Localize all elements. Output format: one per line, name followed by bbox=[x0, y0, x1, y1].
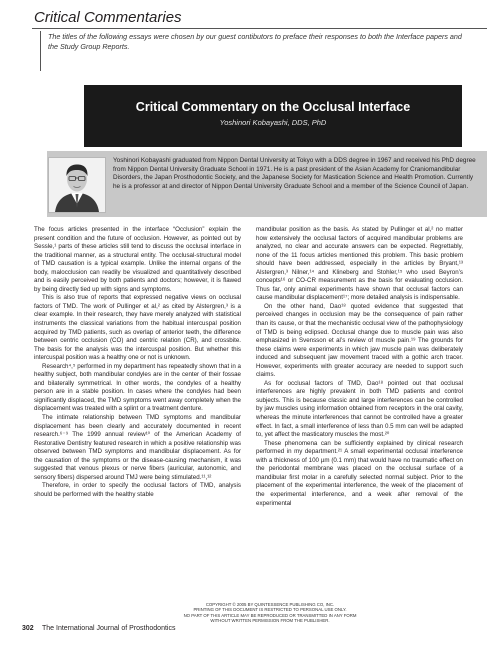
body-column-left bbox=[34, 226, 241, 500]
page-number: 302 bbox=[22, 625, 34, 632]
copyright-line: WITHOUT WRITTEN PERMISSION FROM THE PUBLISHER. bbox=[210, 617, 330, 623]
copyright-line: NO PART OF THIS ARTICLE MAY BE REPRODUCED OR TRANSMITTED IN ANY FORM bbox=[183, 612, 357, 618]
journal-name: The International Journal of Prosthodontics bbox=[42, 625, 176, 632]
article-title: Critical Commentary on the Occlusal Interface bbox=[135, 100, 411, 114]
copyright-notice bbox=[150, 602, 390, 623]
article-banner bbox=[84, 85, 462, 147]
paragraph: mandibular position as the basis. As stated by Pullinger et al,² no matter how extensively the occlusal factors of acquired mandibular problems are analyzed, no clear and accurate answers can be expected. Regrettably, none of the 11 focus articles mentioned this problem. This basic problem should have been addressed, especially in the articles by Bryant,¹³ Alstergren,³ Nilner,¹⁴ and Klineberg and Stohler,¹⁵ who used Beyron’s concepts¹⁶ or CO-CR measurement as the basis for evaluating occlusion. Thus far, only animal experiments have shown that occlusal factors can cause mandibular displacement¹⁷; more detailed analysis is indispensable. bbox=[256, 226, 463, 302]
copyright-line: PRINTING OF THIS DOCUMENT IS RESTRICTED TO PERSONAL USE ONLY. bbox=[193, 607, 347, 613]
title-rule bbox=[32, 28, 487, 29]
paragraph: On the other hand, Dao¹⁸ quoted evidence that suggested that perceived changes in occlusion may be the consequence of pain rather than its cause, or that the mechanistic occlusal view of the pathophysiology of TMD is being eclipsed. Occlusal change due to muscle pain was also emphasized in Svensson et al’s review of muscle pain.¹⁹ The grounds for these claims were experiments in which jaw muscle pain was deliberately induced and subsequent jaw movement traced with a gothic arch tracer. However, experiments with greater accuracy are needed to support such claims. bbox=[256, 302, 463, 379]
author-bio: Yoshinori Kobayashi graduated from Nippon Dental University at Tokyo with a DDS degree in 1967 and received his PhD degree from Nippon Dental University Graduate School in 1971. He is a past president of the Asian Academy for Craniomandibular Disorders, the Japan Prosthodontic Society, and the Japanese Society for Mastication Science and Health Promotion. Currently he is a professor at and director of Nippon Dental University Graduate School and a member of the Science Council of Japan. bbox=[113, 157, 476, 190]
section-title: Critical Commentaries bbox=[34, 9, 182, 26]
author-photo bbox=[48, 157, 106, 213]
paragraph: The focus articles presented in the interface “Occlusion” explain the present condition and the future of occlusion. However, as pointed out by Sessle,¹ parts of these articles still tend to discuss the occlusal interface in the traditional manner, as a structural entity. The occlusal-structural model of TMD causation is a typical example. Unlike the internal organs of the body, malocclusion can readily be visualized and quantitatively described and is easily perceived by both patients and doctors; however, it is flawed by being directly tied up with signs and symptoms. bbox=[34, 226, 241, 293]
paragraph: As for occlusal factors of TMD, Dao¹⁸ pointed out that occlusal interferences are highly prevalent in both TMD patients and control subjects. This is because classic and large interferences can be controlled by jaw muscles using information obtained from receptors in the oral cavity, whereas the minute interferences that cannot be controlled have a greater effect. In fact, a small interference of less than 0.5 mm can well be adapted to, yet affect the masticatory muscles the most.²⁰ bbox=[256, 379, 463, 439]
paragraph: Therefore, in order to specify the occlusal factors of TMD, analysis should be performed with the healthy stable bbox=[34, 482, 241, 498]
article-author: Yoshinori Kobayashi, DDS, PhD bbox=[219, 118, 327, 127]
paragraph: Research⁴,⁵ performed in my department has repeatedly shown that in a healthy subject, both mandibular condyles are in the center of their fossae and bilaterally symmetrical. In other words, the condyles of a healthy person are in a stable position. In cases where the condyles had been significantly displaced, the TMD symptoms went away completely when the displacement was treated with a splint or a treatment denture. bbox=[34, 362, 241, 413]
section-intro: The titles of the following essays were chosen by our guest contibutors to preface their responses to both the Interface papers and the Study Group Reports. bbox=[48, 32, 462, 51]
intro-side-rule bbox=[40, 31, 41, 71]
paragraph: This is also true of reports that expressed negative views on occlusal factors of TMD. The work of Pullinger et al,² as cited by Alstergren,³ is a clear example. In their research, they have merely analyzed with statistical instruments the classical variations from the habitual intercuspal position acquired by TMD patients, such as overlap of anterior teeth, the difference between centric occlusion (CO) and centric relation (CR), and crossbite. The basis for the analysis was the intercuspal position. But whether this intercuspal position was a healthy one or not is unknown. bbox=[34, 294, 241, 362]
copyright-line: COPYRIGHT © 2005 BY QUINTESSENCE PUBLISHING CO, INC. bbox=[205, 602, 335, 607]
paragraph: The intimate relationship between TMD symptoms and mandibular displacement has been clearly and accurately documented in recent research.⁶⁻⁹ The 1999 annual review¹⁰ of the American Academy of Restorative Dentistry featured research in which a positive relationship was observed between TMD symptoms and mandibular displacement. As for the causation of the symptoms or the disease-causing mechanism, it was suggested that venous plexus or nerve fibers (auricular, autonomic, and sensory fibers) dispersed around TMJ were being stimulated.¹¹,¹² bbox=[34, 414, 241, 481]
body-column-right bbox=[256, 226, 463, 508]
paragraph: These phenomena can be sufficiently explained by clinical research performed in my department.²¹ A small experimental occlusal interference with a thickness of 100 µm (0.1 mm) that would have no traumatic effect on the periodontal membrane was placed on the occlusal surface of a mandibular first molar in a carefully selected normal subject. Prior to the placement of the experimental interference, the week of the placement of the experimental interference, and a week after removal of the experimental bbox=[256, 439, 463, 507]
author-portrait-icon bbox=[49, 158, 105, 212]
